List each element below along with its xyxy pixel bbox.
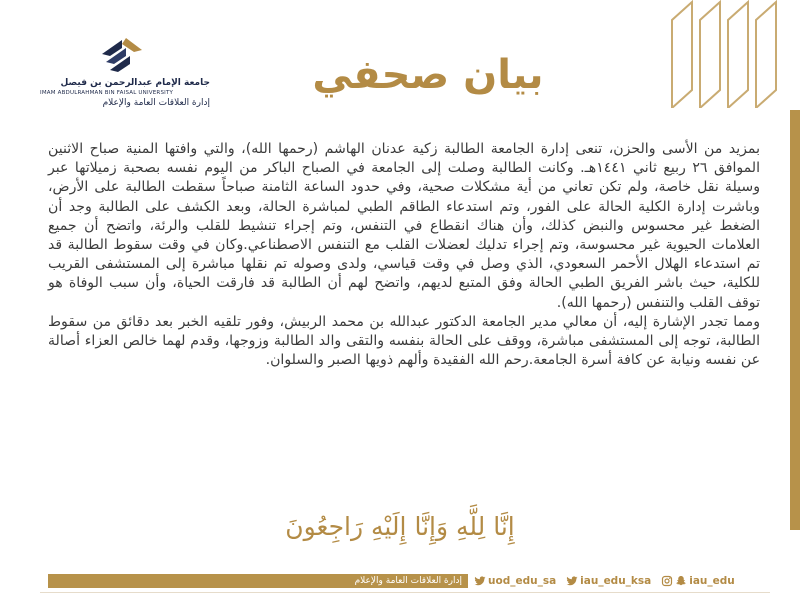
social-handle: iau_edu_ksa: [580, 575, 652, 587]
university-emblem-icon: [96, 34, 146, 78]
twitter-icon: [474, 575, 486, 587]
press-release-body: [48, 140, 760, 370]
logo-name-en: IMAM ABDULRAHMAN BIN FAISAL UNIVERSITY: [40, 90, 174, 96]
university-logo: [40, 34, 210, 114]
quran-verse: إِنَّا لِلَّهِ وَإِنَّا إِلَيْهِ رَاجِعُونَ: [285, 512, 515, 541]
social-twitter-uod[interactable]: [474, 575, 556, 587]
footer-bar: [48, 574, 468, 588]
page-title: بيان صحفي: [312, 52, 544, 98]
twitter-icon: [566, 575, 578, 587]
divider: [40, 592, 770, 593]
instagram-icon: [661, 575, 673, 587]
social-handle: uod_edu_sa: [488, 575, 557, 587]
decorative-pillars: [652, 0, 792, 108]
body-paragraph-1: بمزيد من الأسى والحزن، تنعى إدارة الجامعة الطالبة زكية عدنان الهاشم (رحمها الله)، والتي وافتها المنية صباح الاثنين الموافق ٢٦ ربيع ثاني ١٤٤١هـ. وكانت الطالبة وصلت إلى الجامعة في الصباح الباكر من اليوم نفسه بصحبة زميلاتها عبر وسيلة نقل خاصة، ولم تكن تعاني من أية مشكلات صحية، وفي حدود الساعة الثامنة صباحاً سقطت الطالبة على الأرض، وباشرت إدارة الكلية الحالة على الفور، وتم استدعاء الطاقم الطبي لمباشرة الحالة، وبعد الكشف على الطالبة وجد أن الضغط غير محسوس والنبض كذلك، وأن هناك انقطاع في التنفس، وتم إجراء تنشيط للقلب والرئة، واتضح أن جميع العلامات الحيوية غير محسوسة، وتم إجراء تدليك لعضلات القلب مع التنفس الاصطناعي.وكان في وقت سقوط الطالبة قد تم استدعاء الهلال الأحمر السعودي، الذي وصل في وقت قياسي، ولدى وصوله تم نقلها مباشرة إلى المستشفى القريب للكلية، حيث باشر الفريق الطبي الحالة وفق المتبع لديهم، واتضح لهم أن الطالبة قد فارقت الحياة، وأن سبب الوفاة هو توقف القلب والتنفس (رحمها الله).: [48, 141, 761, 311]
body-paragraph-2: ومما تجدر الإشارة إليه، أن معالي مدير الجامعة الدكتور عبدالله بن محمد الربيش، وفور تلقيه الخبر بعد دقائق من سقوط الطالبة، توجه إلى المستشفى مباشرة، ووقف على الحالة بنفسه والتقى والد الطالبة وزوجها، وقدم لهما خالص العزاء أصالة عن نفسه ونيابة عن كافة أسرة الجامعة.رحم الله الفقيدة وألهم ذويها الصبر والسلوان.: [48, 313, 760, 369]
accent-strip: [790, 110, 800, 530]
footer-department: إدارة العلاقات العامة والإعلام: [354, 576, 462, 586]
logo-name-ar: جامعة الإمام عبدالرحمن بن فيصل: [60, 78, 210, 88]
social-links: [474, 572, 774, 590]
social-twitter-iau[interactable]: [566, 575, 651, 587]
snapchat-icon: [675, 575, 687, 587]
social-instagram-snapchat[interactable]: [661, 575, 735, 587]
social-handle: iau_edu: [689, 575, 735, 587]
logo-department: إدارة العلاقات العامة والإعلام: [102, 98, 210, 108]
